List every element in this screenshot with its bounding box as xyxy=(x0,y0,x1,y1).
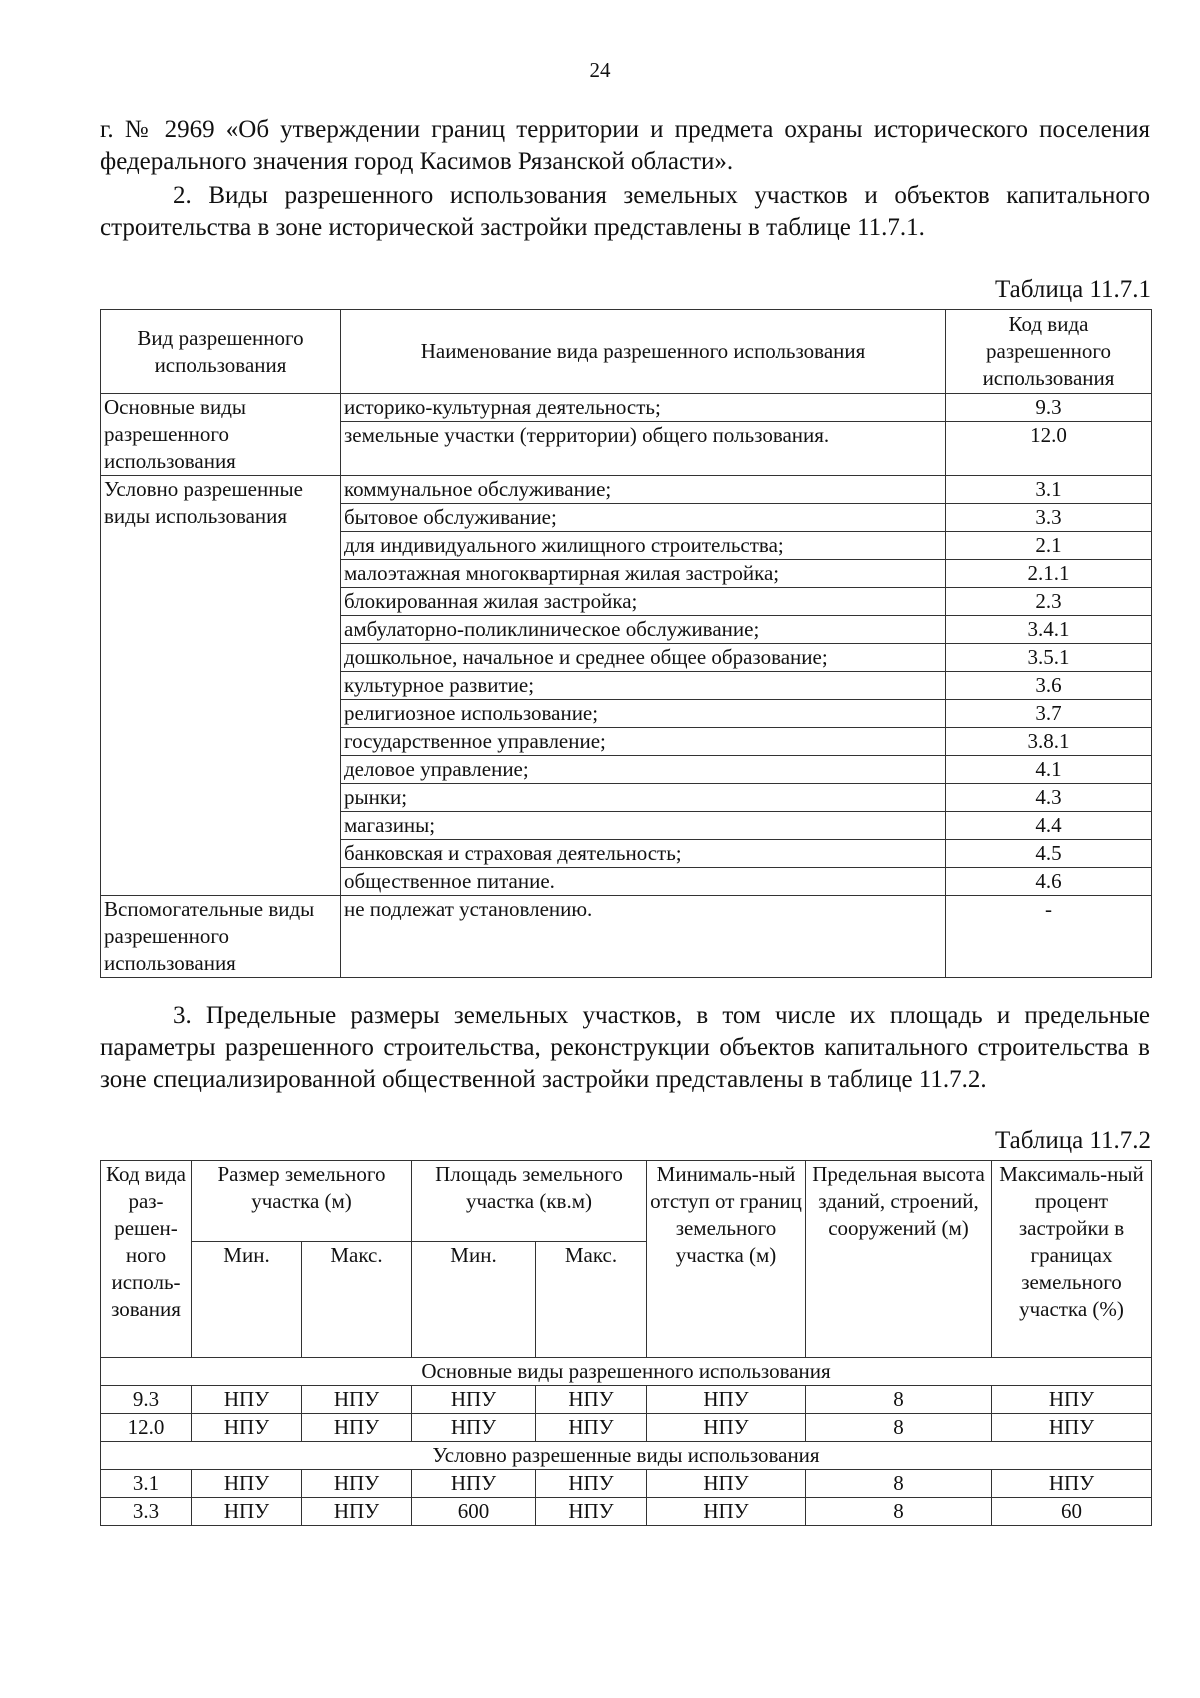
table-2-header-height: Предельная высота зданий, строений, сооружений (м) xyxy=(806,1161,992,1358)
table-1-use-name: для индивидуального жилищного строительства; xyxy=(341,532,946,560)
table-2-cell: 8 xyxy=(806,1414,992,1442)
table-1-use-code: 12.0 xyxy=(946,422,1152,476)
table-1 xyxy=(100,309,1152,978)
table-1-use-code: 4.4 xyxy=(946,812,1152,840)
table-1-use-code: 2.1 xyxy=(946,532,1152,560)
table-1-use-code: 3.7 xyxy=(946,700,1152,728)
table-2-cell: НПУ xyxy=(302,1498,412,1526)
table-1-use-code: 2.3 xyxy=(946,588,1152,616)
table-2-cell: НПУ xyxy=(192,1498,302,1526)
table-2-cell: НПУ xyxy=(536,1414,647,1442)
table-2-header-area-max: Макс. xyxy=(536,1242,647,1358)
table-2-cell: НПУ xyxy=(647,1498,806,1526)
page-number: 24 xyxy=(589,58,611,82)
table-2-cell: 9.3 xyxy=(101,1386,192,1414)
table-1-use-code: 3.3 xyxy=(946,504,1152,532)
table-1-use-code: 3.5.1 xyxy=(946,644,1152,672)
table-1-use-name: блокированная жилая застройка; xyxy=(341,588,946,616)
table-2-cell: НПУ xyxy=(412,1386,536,1414)
table-1-use-code: - xyxy=(946,896,1152,978)
table-2-cell: НПУ xyxy=(536,1386,647,1414)
table-2-header-percent: Максималь-ный процент застройки в границах земельного участка (%) xyxy=(992,1161,1152,1358)
table-1-use-name: историко-культурная деятельность; xyxy=(341,394,946,422)
table-1-header-kind: Вид разрешенного использования xyxy=(101,310,341,394)
table-1-use-code: 3.8.1 xyxy=(946,728,1152,756)
table-1-use-name: бытовое обслуживание; xyxy=(341,504,946,532)
table-2-section-title: Условно разрешенные виды использования xyxy=(101,1442,1152,1470)
table-1-use-code: 4.6 xyxy=(946,868,1152,896)
table-2-cell: НПУ xyxy=(992,1386,1152,1414)
table-row xyxy=(101,1470,1152,1498)
table-1-use-code: 3.6 xyxy=(946,672,1152,700)
table-1-use-code: 3.4.1 xyxy=(946,616,1152,644)
table-2-cell: 8 xyxy=(806,1470,992,1498)
table-2-cell: НПУ xyxy=(302,1386,412,1414)
table-2-header-size-max: Макс. xyxy=(302,1242,412,1358)
table-2-header-code: Код вида раз-решен-ного исполь-зования xyxy=(101,1161,192,1358)
table-2-cell: НПУ xyxy=(647,1414,806,1442)
table-2 xyxy=(100,1160,1152,1526)
table-1-use-code: 2.1.1 xyxy=(946,560,1152,588)
table-2-header-area: Площадь земельного участка (кв.м) xyxy=(412,1161,647,1242)
paragraph-3: 3. Предельные размеры земельных участков, в том числе их площадь и предельные параметры разрешенного строительства, реконструкции объектов капитального строительства в зоне специализированной общественной застройки представлены в таблице 11.7.2. xyxy=(100,1002,1150,1093)
table-1-header-code: Код вида разрешенного использования xyxy=(946,310,1152,394)
table-2-header-row-1 xyxy=(101,1161,1152,1242)
table-2-cell: НПУ xyxy=(992,1414,1152,1442)
table-1-use-name: банковская и страховая деятельность; xyxy=(341,840,946,868)
table-2-cell: 3.3 xyxy=(101,1498,192,1526)
table-1-use-code: 3.1 xyxy=(946,476,1152,504)
table-1-use-name: деловое управление; xyxy=(341,756,946,784)
table-1-use-name: земельные участки (территории) общего пользования. xyxy=(341,422,946,476)
table-1-use-name: дошкольное, начальное и среднее общее образование; xyxy=(341,644,946,672)
table-2-header-area-min: Мин. xyxy=(412,1242,536,1358)
table-1-use-name: коммунальное обслуживание; xyxy=(341,476,946,504)
table-2-cell: НПУ xyxy=(192,1470,302,1498)
table-2-section-title: Основные виды разрешенного использования xyxy=(101,1358,1152,1386)
table-1-use-name: не подлежат установлению. xyxy=(341,896,946,978)
table-1-use-code: 4.5 xyxy=(946,840,1152,868)
table-2-cell: НПУ xyxy=(302,1414,412,1442)
table-2-cell: НПУ xyxy=(192,1386,302,1414)
table-2-header-size: Размер земельного участка (м) xyxy=(192,1161,412,1242)
table-1-group-label: Вспомогательные виды разрешенного использования xyxy=(101,896,341,978)
table-row xyxy=(101,476,1152,504)
table-2-cell: НПУ xyxy=(412,1414,536,1442)
table-2-cell: НПУ xyxy=(302,1470,412,1498)
paragraph-2: 2. Виды разрешенного использования земельных участков и объектов капитального строительства в зоне исторической застройки представлены в таблице 11.7.1. xyxy=(100,182,1150,241)
table-2-cell: 600 xyxy=(412,1498,536,1526)
table-2-header-setback: Минималь-ный отступ от границ земельного участка (м) xyxy=(647,1161,806,1358)
table-1-use-name: рынки; xyxy=(341,784,946,812)
table-2-cell: 8 xyxy=(806,1498,992,1526)
table-2-header-size-min: Мин. xyxy=(192,1242,302,1358)
table-2-section-row xyxy=(101,1442,1152,1470)
table-1-use-code: 9.3 xyxy=(946,394,1152,422)
table-row xyxy=(101,1386,1152,1414)
table-1-use-name: магазины; xyxy=(341,812,946,840)
table-1-header-row xyxy=(101,310,1152,394)
table-1-use-name: религиозное использование; xyxy=(341,700,946,728)
table-2-cell: НПУ xyxy=(647,1470,806,1498)
table-2-cell: 12.0 xyxy=(101,1414,192,1442)
table-1-group-label: Условно разрешенные виды использования xyxy=(101,476,341,896)
table-2-cell: 8 xyxy=(806,1386,992,1414)
table-1-use-code: 4.1 xyxy=(946,756,1152,784)
table-2-cell: 3.1 xyxy=(101,1470,192,1498)
table-1-header-name: Наименование вида разрешенного использования xyxy=(341,310,946,394)
table-1-use-name: культурное развитие; xyxy=(341,672,946,700)
table-2-cell: НПУ xyxy=(536,1470,647,1498)
table-row xyxy=(101,896,1152,978)
table-1-caption: Таблица 11.7.1 xyxy=(995,276,1151,303)
table-2-cell: НПУ xyxy=(992,1470,1152,1498)
table-2-caption: Таблица 11.7.2 xyxy=(995,1127,1151,1154)
table-row xyxy=(101,394,1152,422)
table-2-section-row xyxy=(101,1358,1152,1386)
paragraph-continuation: г. № 2969 «Об утверждении границ территории и предмета охраны исторического поселения федерального значения город Касимов Рязанской области». xyxy=(100,116,1150,175)
table-2-cell: 60 xyxy=(992,1498,1152,1526)
table-2-cell: НПУ xyxy=(192,1414,302,1442)
table-2-cell: НПУ xyxy=(536,1498,647,1526)
table-2-cell: НПУ xyxy=(647,1386,806,1414)
table-2-cell: НПУ xyxy=(412,1470,536,1498)
table-1-use-name: государственное управление; xyxy=(341,728,946,756)
table-1-use-name: амбулаторно-поликлиническое обслуживание; xyxy=(341,616,946,644)
table-row xyxy=(101,1414,1152,1442)
table-1-use-code: 4.3 xyxy=(946,784,1152,812)
table-1-group-label: Основные виды разрешенного использования xyxy=(101,394,341,476)
table-row xyxy=(101,1498,1152,1526)
table-1-use-name: малоэтажная многоквартирная жилая застройка; xyxy=(341,560,946,588)
table-1-use-name: общественное питание. xyxy=(341,868,946,896)
